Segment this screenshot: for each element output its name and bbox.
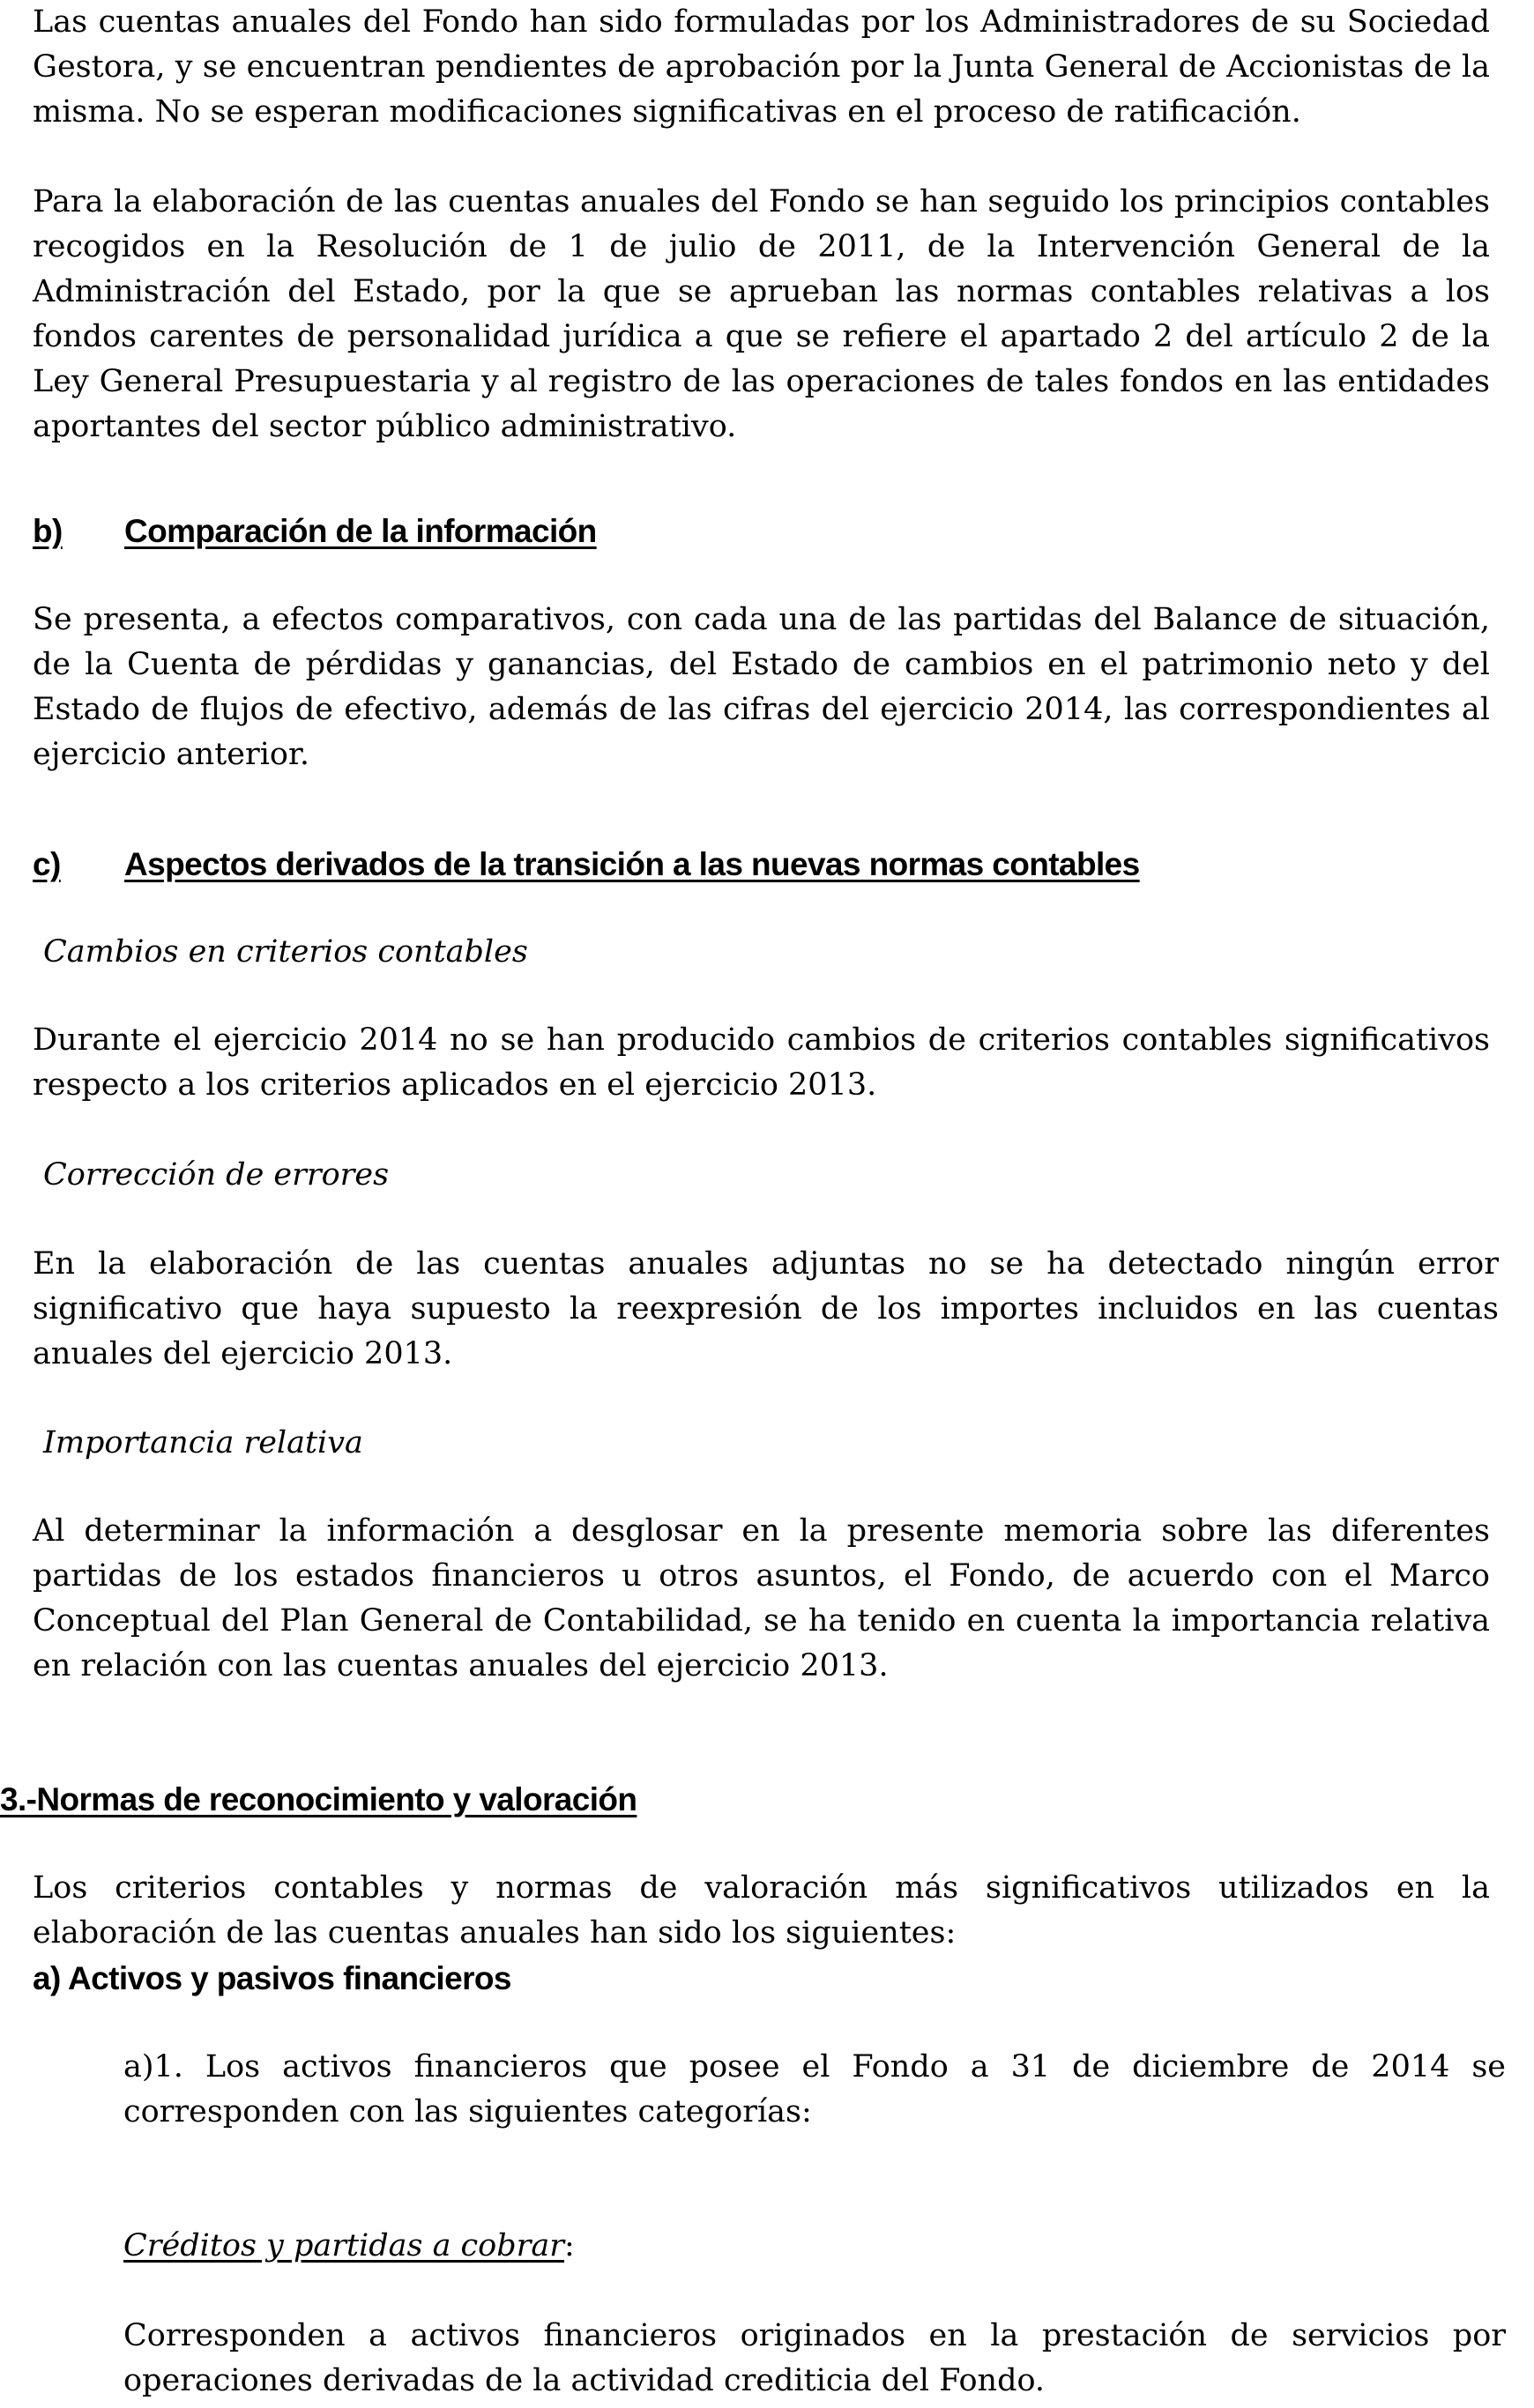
paragraph-importancia-relativa: Al determinar la información a desglosar en la presente memoria sobre las diferentes partidas de los estados financieros u otros asuntos, el Fondo, de acuerdo con el Marco Conceptual del Plan General de Contabilidad, se ha tenido en cuenta la importancia relativa en relación con las cuentas anuales del ejercicio 2013. <box>33 1513 1490 1683</box>
paragraph-activos-categorias: a)1. Los activos financieros que posee el Fondo a 31 de diciembre de 2014 se corresponden con las siguientes categorías: <box>123 2049 1506 2129</box>
section-heading-normas: 3.-Normas de reconocimiento y valoración <box>0 1781 637 1817</box>
heading-b-mark: b) <box>33 513 63 549</box>
subheading-cambios-criterios: Cambios en criterios contables <box>43 934 528 970</box>
subheading-creditos-label: Créditos y partidas a cobrar <box>123 2228 564 2263</box>
paragraph-criterios-normas: Los criterios contables y normas de valoración más significativos utilizados en la elaboración de las cuentas anuales han sido los siguientes: <box>33 1870 1490 1951</box>
heading-comparacion <box>33 509 597 554</box>
paragraph-formulacion: Las cuentas anuales del Fondo han sido formuladas por los Administradores de su Sociedad Gestora, y se encuentran pendientes de aprobación por la Junta General de Accionistas de la misma. No se esperan modificaciones significativas en el proceso de ratificación. <box>33 4 1490 130</box>
subheading-correccion-errores: Corrección de errores <box>43 1157 390 1193</box>
subheading-creditos-partidas <box>123 2224 575 2269</box>
paragraph-creditos-descripcion: Corresponden a activos financieros originados en la prestación de servicios por operaciones derivadas de la actividad crediticia del Fondo. <box>123 2318 1506 2398</box>
paragraph-cambios-criterios: Durante el ejercicio 2014 no se han producido cambios de criterios contables significativos respecto a los criterios aplicados en el ejercicio 2013. <box>33 1022 1490 1103</box>
heading-aspectos-transicion <box>33 842 1140 887</box>
subheading-importancia-relativa: Importancia relativa <box>43 1425 363 1460</box>
paragraph-principios-contables: Para la elaboración de las cuentas anuales del Fondo se han seguido los principios contables recogidos en la Resolución de 1 de julio de 2011, de la Intervención General de la Administración del Estado, por la que se aprueban las normas contables relativas a los fondos carentes de personalidad jurídica a que se refiere el apartado 2 del artículo 2 de la Ley General Presupuestaria y al registro de las operaciones de tales fondos en las entidades aportantes del sector público administrativo. <box>33 184 1490 444</box>
heading-c-mark: c) <box>33 846 61 882</box>
paragraph-correccion-errores: En la elaboración de las cuentas anuales adjuntas no se ha detectado ningún error significativo que haya supuesto la reexpresión de los importes incluidos en las cuentas anuales del ejercicio 2013. <box>33 1246 1499 1371</box>
heading-activos-pasivos: a) Activos y pasivos financieros <box>33 1960 511 1996</box>
paragraph-comparacion: Se presenta, a efectos comparativos, con cada una de las partidas del Balance de situación, de la Cuenta de pérdidas y ganancias, del Estado de cambios en el patrimonio neto y del Estado de flujos de efectivo, además de las cifras del ejercicio 2014, las correspondientes al ejercicio anterior. <box>33 602 1490 772</box>
heading-c-title: Aspectos derivados de la transición a las nuevas normas contables <box>124 846 1140 882</box>
heading-b-title: Comparación de la información <box>124 513 597 549</box>
subheading-creditos-colon: : <box>563 2228 575 2263</box>
